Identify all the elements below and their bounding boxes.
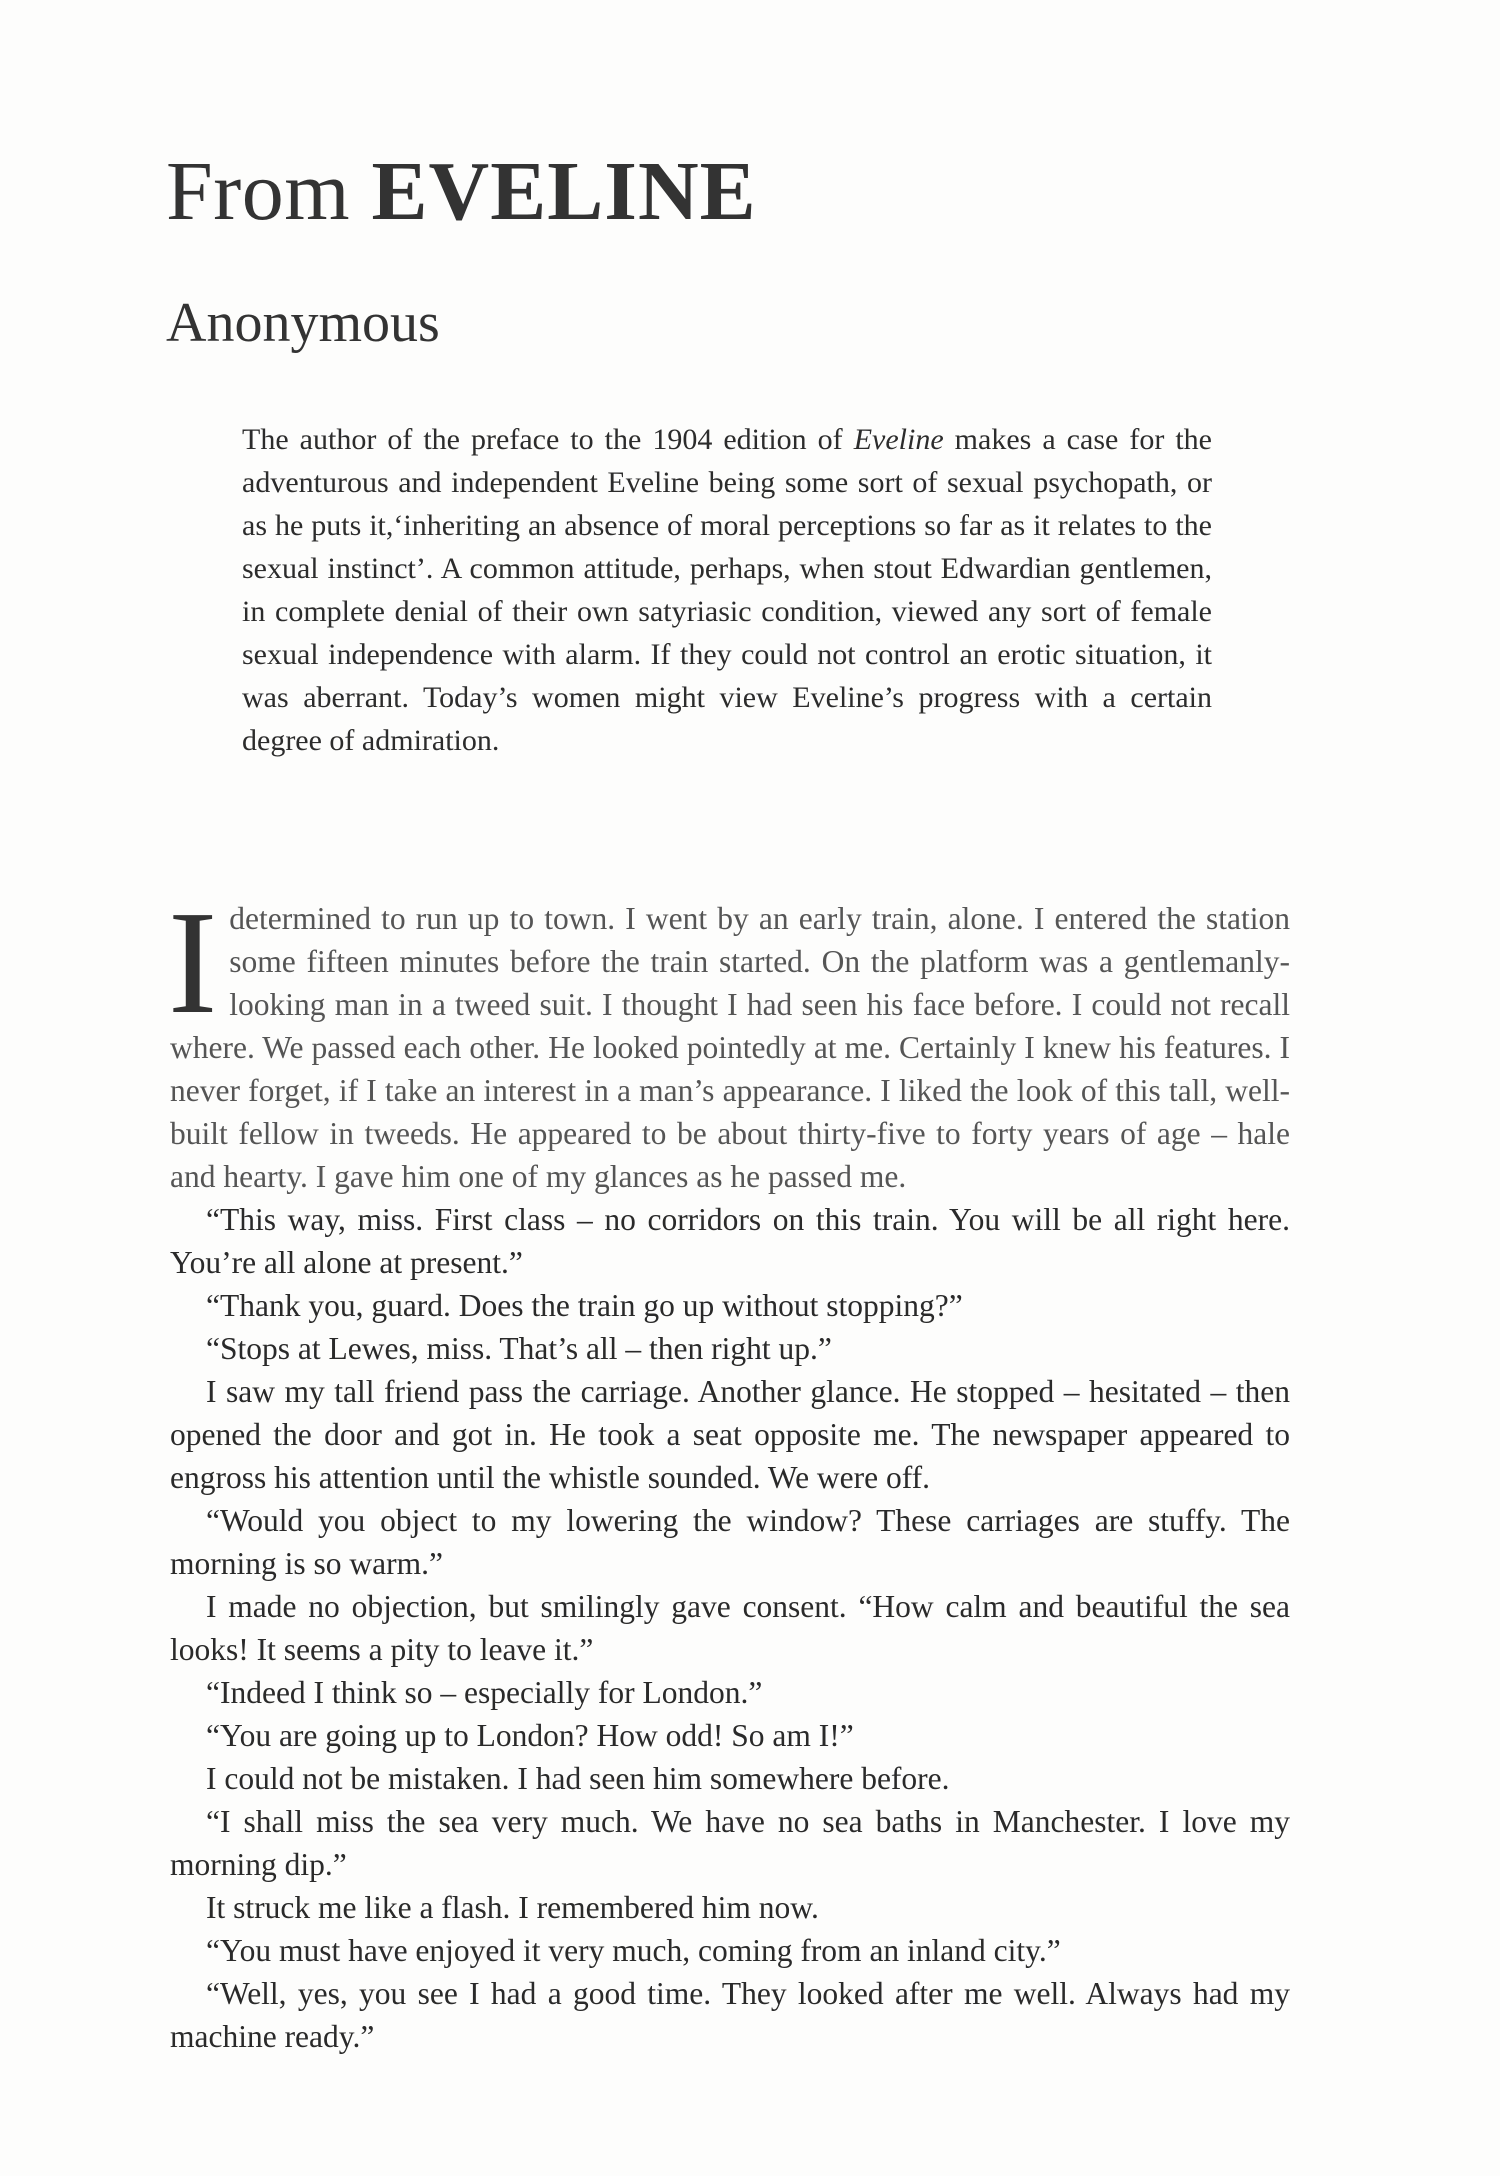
title-prefix: From [166,145,372,238]
preface-text-start: The author of the preface to the 1904 edition of [242,423,854,456]
story-paragraph-1-text: determined to run up to town. I went by an early train, alone. I entered the station some fifteen minutes before the train started. On the platform was a gentlemanly-looking man in a tweed suit. I thought I had seen his face before. I could not recall where. We passed each other. He looked pointedly at me. Certainly I knew his features. I never forget, if I take an interest in a man’s appearance. I liked the look of this tall, well-built fellow in tweeds. He appeared to be about thirty-five to forty years of age – hale and hearty. I gave him one of my glances as he passed me. [170,901,1290,1194]
preface-text-end: makes a case for the adventurous and independent Eveline being some sort of sexual psychopath, or as he puts it,‘inheriting an absence of moral perceptions so far as it relates to the sexual instinct’. A common attitude, perhaps, when stout Edwardian gentlemen, in complete denial of their own satyriasic condition, viewed any sort of female sexual independence with alarm. If they could not control an erotic situation, it was aberrant. Today’s women might view Eveline’s progress with a certain degree of admiration. [242,423,1212,757]
story-body [168,881,1290,2058]
story-paragraph: “You must have enjoyed it very much, coming from an inland city.” [206,1933,1061,1968]
story-paragraph: “Would you object to my lowering the window? These carriages are stuffy. The morning is so warm.” [170,1503,1290,1581]
story-paragraph: “This way, miss. First class – no corridors on this train. You will be all right here. You’re all alone at present.” [170,1202,1290,1280]
story-paragraph: “Well, yes, you see I had a good time. They looked after me well. Always had my machine ready.” [170,1976,1290,2054]
preface-text [242,418,1212,762]
page-title [166,145,757,238]
story-paragraph: It struck me like a flash. I remembered him now. [206,1890,819,1925]
title-name: EVELINE [371,145,757,238]
story-paragraph: “Thank you, guard. Does the train go up without stopping?” [206,1288,963,1323]
story-paragraph: I could not be mistaken. I had seen him somewhere before. [206,1761,950,1796]
drop-cap: I [168,881,218,1045]
story-paragraph: “Stops at Lewes, miss. That’s all – then right up.” [206,1331,832,1366]
author-name: Anonymous [166,292,440,354]
story-paragraph-1 [168,881,1290,1198]
preface-italic-title: Eveline [853,423,944,456]
story-paragraph: I made no objection, but smilingly gave consent. “How calm and beautiful the sea looks! It seems a pity to leave it.” [170,1589,1290,1667]
story-paragraph: “I shall miss the sea very much. We have no sea baths in Manchester. I love my morning dip.” [170,1804,1290,1882]
story-paragraph: “Indeed I think so – especially for London.” [206,1675,763,1710]
story-paragraph: I saw my tall friend pass the carriage. Another glance. He stopped – hesitated – then opened the door and got in. He took a seat opposite me. The newspaper appeared to engross his attention until the whistle sounded. We were off. [170,1374,1290,1495]
story-paragraph: “You are going up to London? How odd! So am I!” [206,1718,854,1753]
